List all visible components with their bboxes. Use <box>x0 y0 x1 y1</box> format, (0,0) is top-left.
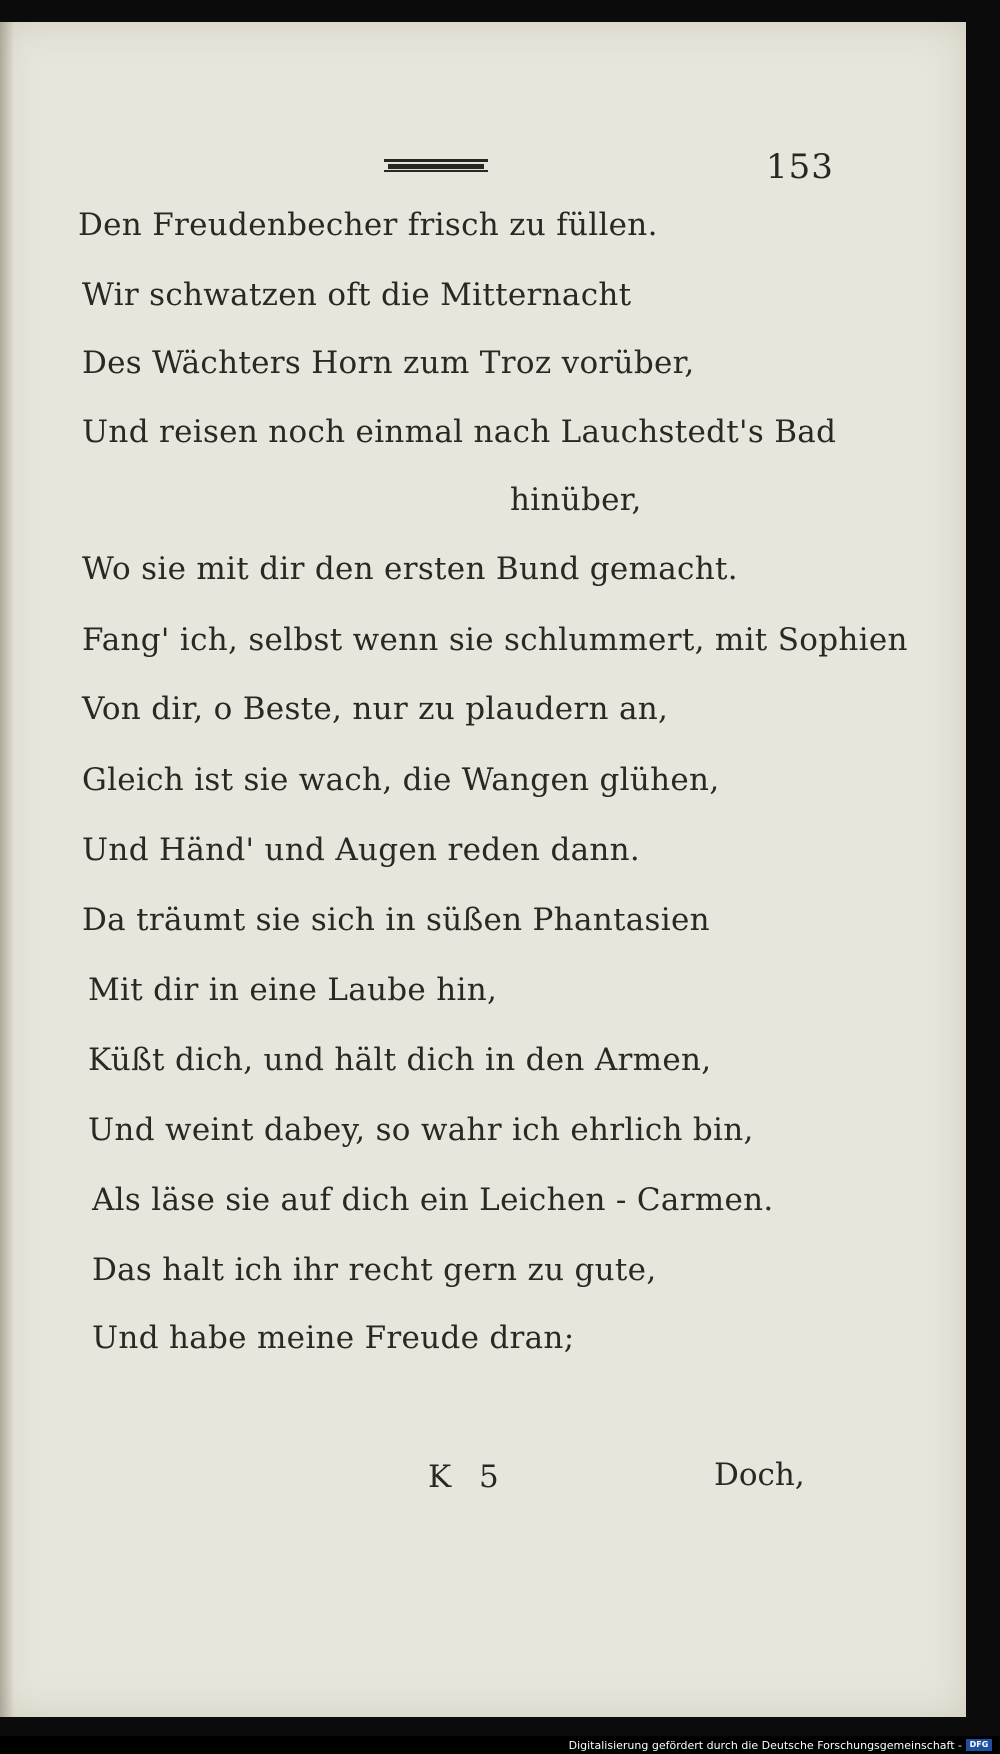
printer-signature-mark: K 5 <box>428 1459 499 1495</box>
header-ornament-rule <box>384 159 488 172</box>
verse-line-4-continuation: hinüber, <box>510 482 642 518</box>
catchword: Doch, <box>714 1457 805 1493</box>
verse-line-15: Das halt ich ihr recht gern zu gute, <box>92 1252 657 1288</box>
ornament-middle-bar <box>388 164 484 169</box>
verse-line-13: Und weint dabey, so wahr ich ehrlich bin, <box>88 1112 754 1148</box>
verse-line-1: Den Freudenbecher frisch zu füllen. <box>78 207 658 243</box>
verse-line-11: Mit dir in eine Laube hin, <box>88 972 498 1008</box>
verse-line-14: Als läse sie auf dich ein Leichen - Carmen. <box>92 1182 774 1218</box>
verse-line-5: Wo sie mit dir den ersten Bund gemacht. <box>82 551 738 587</box>
page-number: 153 <box>766 147 834 187</box>
verse-line-16: Und habe meine Freude dran; <box>92 1320 575 1356</box>
verse-line-8: Gleich ist sie wach, die Wangen glühen, <box>82 762 720 798</box>
verse-line-2: Wir schwatzen oft die Mitternacht <box>82 277 632 313</box>
digitization-credit: Digitalisierung gefördert durch die Deutsche Forschungsgemeinschaft - <box>568 1739 962 1752</box>
verse-line-12: Küßt dich, und hält dich in den Armen, <box>88 1042 712 1078</box>
verse-line-9: Und Händ' und Augen reden dann. <box>82 832 641 868</box>
ornament-bottom-bar <box>384 170 488 172</box>
verse-line-10: Da träumt sie sich in süßen Phantasien <box>82 902 710 938</box>
dfg-logo: DFG <box>966 1739 992 1751</box>
verse-line-4: Und reisen noch einmal nach Lauchstedt's Bad <box>82 414 837 450</box>
verse-line-6: Fang' ich, selbst wenn sie schlummert, mit Sophien <box>82 622 908 658</box>
book-page <box>0 22 966 1717</box>
ornament-top-bar <box>384 159 488 162</box>
verse-line-7: Von dir, o Beste, nur zu plaudern an, <box>82 691 669 727</box>
page-gutter-shadow <box>0 22 14 1717</box>
verse-line-3: Des Wächters Horn zum Troz vorüber, <box>82 345 695 381</box>
